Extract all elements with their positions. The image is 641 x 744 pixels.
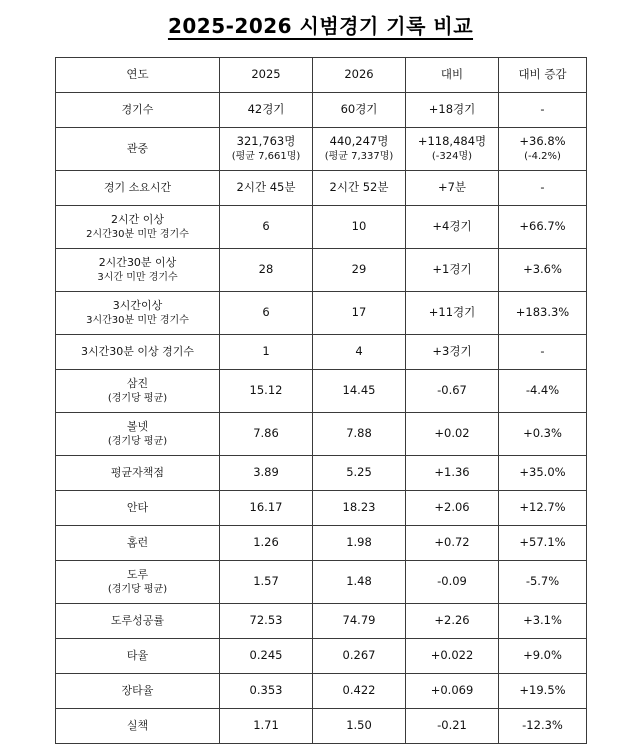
cell-diff-main: +11경기	[428, 305, 476, 320]
cell-diff	[406, 93, 499, 128]
table-row	[56, 171, 587, 206]
table-row	[56, 93, 587, 128]
cell-change-main: +57.1%	[519, 535, 566, 550]
cell-diff-main: +18경기	[428, 102, 476, 117]
comparison-table	[55, 57, 587, 744]
row-label	[56, 171, 220, 206]
cell-2026-main: 0.422	[342, 683, 376, 698]
column-header-change: 대비 증감	[499, 58, 587, 93]
cell-2026-main: 14.45	[342, 383, 376, 398]
row-label-main: 타율	[126, 648, 149, 662]
cell-diff	[406, 171, 499, 206]
table-row	[56, 249, 587, 292]
cell-change-main: +19.5%	[519, 683, 566, 698]
cell-2026-main: 17	[351, 305, 367, 320]
cell-2026-main: 1.98	[346, 535, 372, 550]
cell-change-main: +0.3%	[523, 426, 562, 441]
cell-2025-main: 1.26	[253, 535, 279, 550]
cell-2026	[313, 335, 406, 370]
cell-diff-main: +1경기	[432, 262, 472, 277]
cell-change	[499, 128, 587, 171]
table-row	[56, 292, 587, 335]
cell-change	[499, 93, 587, 128]
cell-diff-main: -0.09	[437, 574, 467, 589]
table-row	[56, 491, 587, 526]
row-label	[56, 456, 220, 491]
row-label	[56, 413, 220, 456]
cell-change	[499, 249, 587, 292]
cell-2025	[220, 249, 313, 292]
cell-2025-main: 6	[262, 305, 270, 320]
cell-2026	[313, 526, 406, 561]
cell-diff	[406, 526, 499, 561]
cell-2026-main: 74.79	[342, 613, 376, 628]
cell-diff-main: +0.069	[430, 683, 474, 698]
cell-2025	[220, 171, 313, 206]
cell-change-main: -12.3%	[522, 718, 563, 733]
cell-2025	[220, 491, 313, 526]
cell-change-main: +9.0%	[523, 648, 562, 663]
cell-2025	[220, 413, 313, 456]
cell-diff	[406, 561, 499, 604]
cell-change-main: +12.7%	[519, 500, 566, 515]
cell-diff-sub: (-324명)	[431, 151, 473, 162]
cell-2026	[313, 171, 406, 206]
cell-2026-main: 18.23	[342, 500, 376, 515]
cell-diff-main: +0.02	[434, 426, 470, 441]
row-label-main: 3시간이상	[112, 298, 163, 312]
cell-change-main: +66.7%	[519, 219, 566, 234]
row-label-sub: (경기당 평균)	[107, 435, 168, 447]
cell-2025-main: 72.53	[249, 613, 283, 628]
cell-2025	[220, 639, 313, 674]
row-label	[56, 526, 220, 561]
cell-diff-main: +118,484명	[417, 134, 487, 149]
cell-2026-main: 7.88	[346, 426, 372, 441]
table-row	[56, 526, 587, 561]
cell-2025	[220, 93, 313, 128]
cell-diff	[406, 709, 499, 744]
cell-2025-main: 15.12	[249, 383, 283, 398]
cell-2025	[220, 128, 313, 171]
cell-diff	[406, 491, 499, 526]
table-row	[56, 639, 587, 674]
row-label-sub: 3시간30분 미만 경기수	[86, 314, 189, 326]
cell-2026	[313, 370, 406, 413]
cell-change	[499, 526, 587, 561]
cell-2026	[313, 674, 406, 709]
row-label	[56, 370, 220, 413]
cell-2026	[313, 491, 406, 526]
cell-2026	[313, 561, 406, 604]
cell-change	[499, 456, 587, 491]
cell-2026	[313, 292, 406, 335]
cell-2025-main: 28	[258, 262, 274, 277]
row-label	[56, 206, 220, 249]
column-header-2026: 2026	[313, 58, 406, 93]
cell-diff-main: +2.06	[434, 500, 470, 515]
cell-diff-main: +3경기	[432, 344, 472, 359]
row-label	[56, 93, 220, 128]
cell-diff-main: +0.72	[434, 535, 470, 550]
table-row	[56, 456, 587, 491]
cell-2025-main: 321,763명	[236, 134, 296, 149]
cell-2026-main: 440,247명	[329, 134, 389, 149]
cell-diff	[406, 206, 499, 249]
cell-change	[499, 674, 587, 709]
cell-change-main: +35.0%	[519, 465, 566, 480]
cell-change	[499, 335, 587, 370]
cell-change	[499, 491, 587, 526]
cell-2025-main: 3.89	[253, 465, 279, 480]
cell-diff-main: +7분	[437, 180, 467, 195]
row-label-main: 경기수	[121, 102, 154, 116]
cell-change-main: +3.6%	[523, 262, 562, 277]
cell-2026	[313, 413, 406, 456]
cell-change-main: -	[540, 344, 545, 359]
row-label-main: 관중	[126, 141, 149, 155]
row-label-sub: (경기당 평균)	[107, 583, 168, 595]
row-label-main: 도루	[126, 567, 149, 581]
cell-change	[499, 370, 587, 413]
row-label	[56, 335, 220, 370]
cell-2025	[220, 335, 313, 370]
cell-2025	[220, 292, 313, 335]
cell-2026-main: 60경기	[340, 102, 378, 117]
cell-2026-main: 5.25	[346, 465, 372, 480]
page-title: 2025-2026 시범경기 기록 비교	[167, 14, 474, 38]
row-label	[56, 604, 220, 639]
cell-diff	[406, 674, 499, 709]
cell-diff	[406, 413, 499, 456]
cell-diff	[406, 292, 499, 335]
table-row	[56, 206, 587, 249]
cell-2025-main: 1.71	[253, 718, 279, 733]
cell-change	[499, 639, 587, 674]
cell-2026-main: 10	[351, 219, 367, 234]
column-header-diff: 대비	[406, 58, 499, 93]
cell-diff-main: +0.022	[430, 648, 474, 663]
cell-diff	[406, 456, 499, 491]
cell-2025	[220, 370, 313, 413]
row-label-main: 실책	[126, 718, 149, 732]
cell-2025	[220, 206, 313, 249]
cell-2025-main: 0.353	[249, 683, 283, 698]
cell-change-main: +36.8%	[519, 134, 566, 149]
cell-change	[499, 604, 587, 639]
row-label-main: 평균자책점	[110, 465, 165, 479]
table-row	[56, 561, 587, 604]
cell-2026-main: 29	[351, 262, 367, 277]
row-label-main: 삼진	[126, 376, 149, 390]
row-label-main: 홈런	[126, 535, 149, 549]
cell-2026	[313, 604, 406, 639]
cell-2026-main: 1.48	[346, 574, 372, 589]
cell-2026	[313, 206, 406, 249]
table-row	[56, 128, 587, 171]
cell-change	[499, 171, 587, 206]
cell-2026	[313, 249, 406, 292]
cell-2025	[220, 456, 313, 491]
row-label	[56, 128, 220, 171]
row-label-sub: 2시간30분 미만 경기수	[86, 228, 189, 240]
cell-change-main: -5.7%	[525, 574, 560, 589]
cell-2026	[313, 93, 406, 128]
comparison-table-wrapper	[55, 57, 586, 744]
cell-diff	[406, 128, 499, 171]
cell-2026-main: 4	[355, 344, 363, 359]
row-label-main: 장타율	[121, 683, 154, 697]
row-label-main: 2시간30분 이상	[98, 255, 177, 269]
cell-change	[499, 561, 587, 604]
cell-change	[499, 206, 587, 249]
row-label-sub: (경기당 평균)	[107, 392, 168, 404]
cell-2026	[313, 128, 406, 171]
row-label-main: 경기 소요시간	[103, 180, 172, 194]
cell-change	[499, 709, 587, 744]
cell-diff	[406, 639, 499, 674]
cell-2025-main: 6	[262, 219, 270, 234]
cell-2025-main: 42경기	[247, 102, 285, 117]
row-label-sub: 3시간 미만 경기수	[97, 271, 178, 283]
cell-2025	[220, 526, 313, 561]
row-label-main: 도루성공률	[110, 613, 165, 627]
table-row	[56, 604, 587, 639]
cell-diff	[406, 335, 499, 370]
row-label	[56, 639, 220, 674]
table-row	[56, 413, 587, 456]
row-label	[56, 674, 220, 709]
cell-2025-main: 1	[262, 344, 270, 359]
cell-2025	[220, 709, 313, 744]
cell-change-main: +183.3%	[515, 305, 570, 320]
row-label	[56, 561, 220, 604]
cell-diff-main: -0.21	[437, 718, 467, 733]
table-body	[56, 93, 587, 744]
row-label	[56, 709, 220, 744]
cell-change	[499, 413, 587, 456]
row-label	[56, 491, 220, 526]
column-header-year: 연도	[56, 58, 220, 93]
row-label	[56, 249, 220, 292]
table-row	[56, 370, 587, 413]
table-header-row	[56, 58, 587, 93]
table-row	[56, 674, 587, 709]
row-label	[56, 292, 220, 335]
cell-2025-main: 7.86	[253, 426, 279, 441]
column-header-2025: 2025	[220, 58, 313, 93]
cell-2026	[313, 639, 406, 674]
cell-2025-main: 0.245	[249, 648, 283, 663]
cell-2025-sub: (평균 7,661명)	[231, 151, 301, 162]
cell-2026-main: 2시간 52분	[329, 180, 389, 195]
cell-2026-main: 1.50	[346, 718, 372, 733]
cell-diff	[406, 370, 499, 413]
cell-change	[499, 292, 587, 335]
cell-change-main: +3.1%	[523, 613, 562, 628]
cell-diff-main: +2.26	[434, 613, 470, 628]
cell-2026-main: 0.267	[342, 648, 376, 663]
cell-change-main: -4.4%	[525, 383, 560, 398]
table-row	[56, 709, 587, 744]
table-row	[56, 335, 587, 370]
row-label-main: 안타	[126, 500, 149, 514]
row-label-main: 3시간30분 이상 경기수	[81, 344, 194, 358]
cell-2025	[220, 561, 313, 604]
cell-change-main: -	[540, 102, 545, 117]
cell-change-main: -	[540, 180, 545, 195]
row-label-main: 볼넷	[126, 419, 149, 433]
cell-2026	[313, 456, 406, 491]
cell-diff-main: +1.36	[434, 465, 470, 480]
cell-2025	[220, 604, 313, 639]
cell-2025-main: 1.57	[253, 574, 279, 589]
cell-change-sub: (-4.2%)	[524, 151, 561, 162]
cell-2025	[220, 674, 313, 709]
cell-diff	[406, 249, 499, 292]
cell-2025-main: 2시간 45분	[236, 180, 296, 195]
cell-diff-main: -0.67	[437, 383, 467, 398]
cell-diff	[406, 604, 499, 639]
cell-2025-main: 16.17	[249, 500, 283, 515]
cell-diff-main: +4경기	[432, 219, 472, 234]
row-label-main: 2시간 이상	[111, 212, 164, 226]
cell-2026-sub: (평균 7,337명)	[324, 151, 394, 162]
cell-2026	[313, 709, 406, 744]
